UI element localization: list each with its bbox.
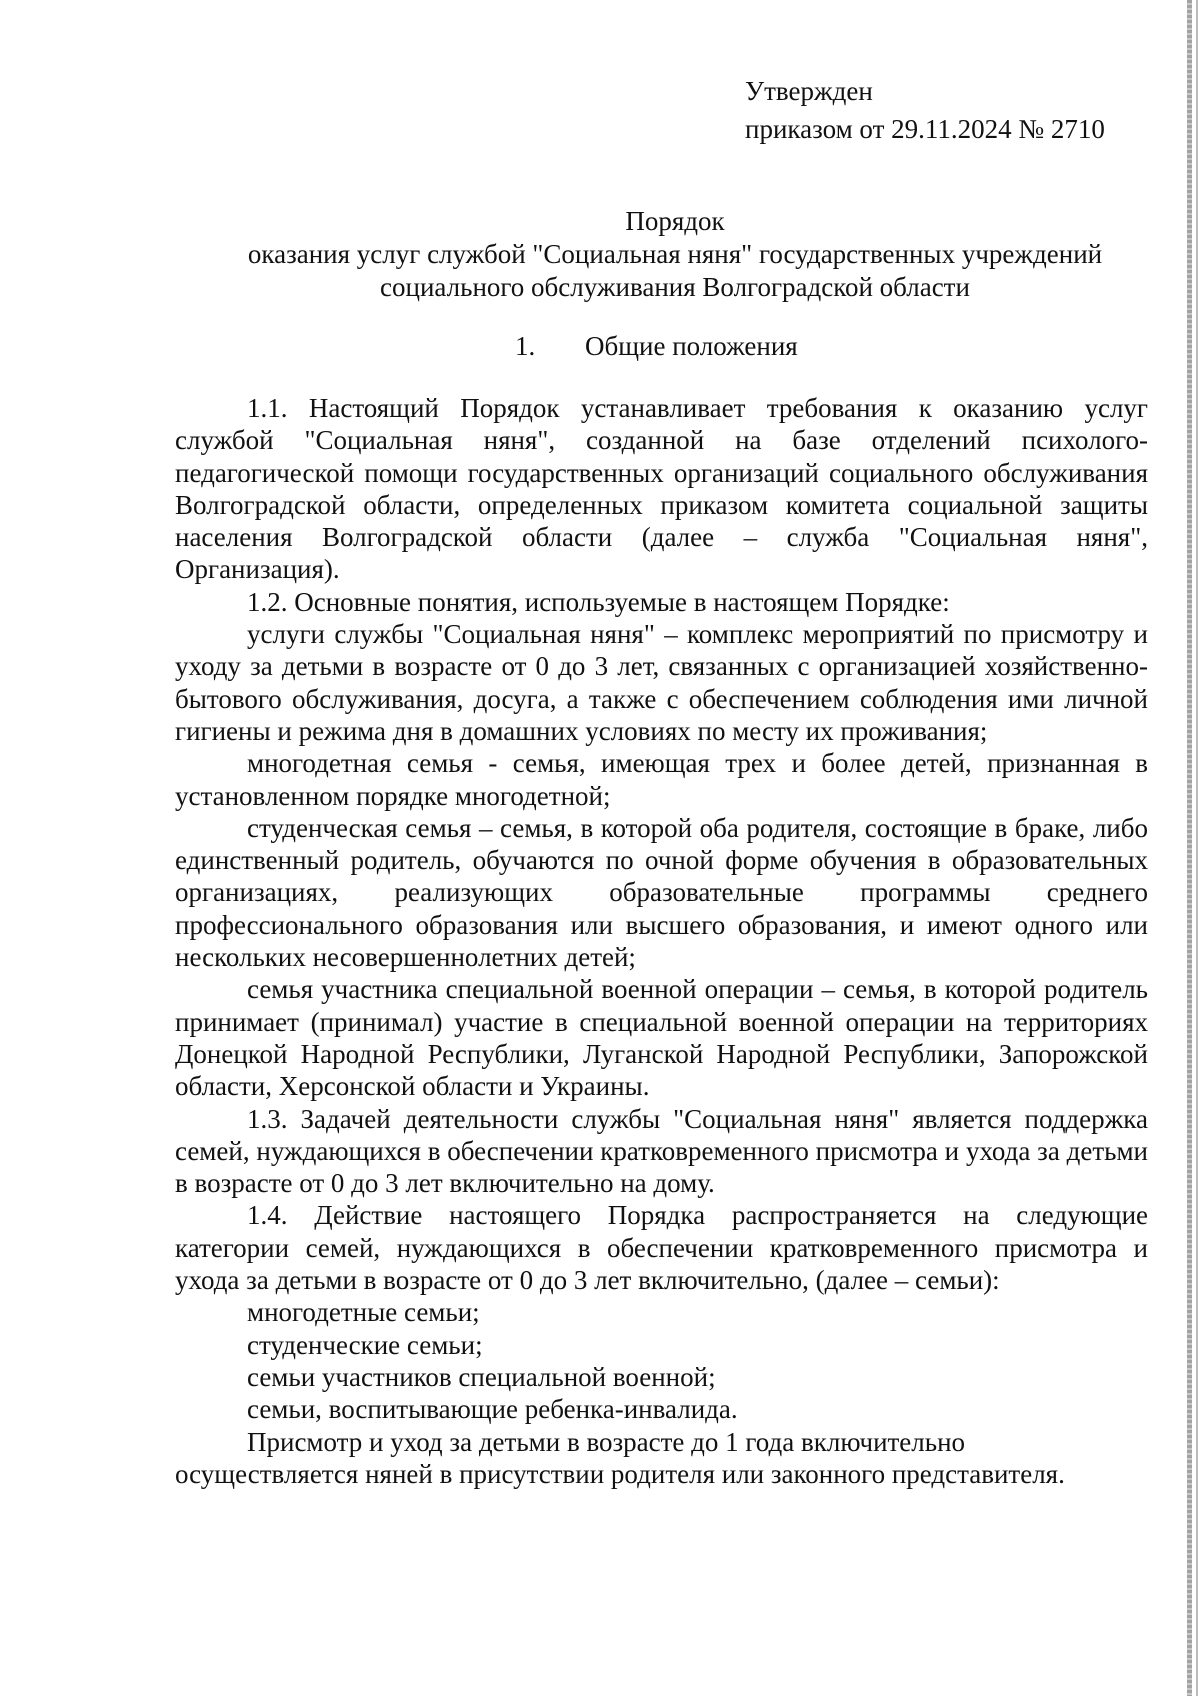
section-title: Общие положения: [585, 331, 798, 361]
approval-stamp: [745, 72, 1105, 148]
category-svo-families: семьи участников специальной военной;: [247, 1361, 716, 1392]
section-number: 1.: [515, 331, 536, 361]
scan-edge-artifact: [1187, 0, 1192, 1696]
document-title: [175, 205, 1175, 304]
category-student-families: студенческие семьи;: [247, 1329, 483, 1360]
category-large-families: многодетные семьи;: [247, 1297, 480, 1328]
title-line-2: оказания услуг службой "Социальная няня" государственных учреждений: [247, 239, 1103, 269]
title-line-3: социального обслуживания Волгоградской области: [380, 272, 970, 302]
paragraph-1-3: 1.3. Задачей деятельности службы "Социальная няня" является поддержка семей, нуждающихся в обеспечении кратковременного присмотра и ухода за детьми в возрасте от 0 до 3 лет включительно на дому.: [175, 1103, 1148, 1199]
approval-line-2: приказом от 29.11.2024 № 2710: [745, 114, 1105, 144]
section-heading: [515, 330, 798, 363]
scan-edge-line: [1196, 0, 1198, 1696]
title-line-1: Порядок: [625, 206, 725, 236]
category-disabled-child-families: семьи, воспитывающие ребенка-инвалида.: [247, 1394, 738, 1425]
definition-services: услуги службы "Социальная няня" – комплекс мероприятий по присмотру и уходу за детьми в возрасте от 0 до 3 лет, связанных с организацией хозяйственно-бытового обслуживания, досуга, а также с обеспечением соблюдения ими личной гигиены и режима дня в домашних условиях по месту их проживания;: [175, 619, 1148, 746]
approval-line-1: Утвержден: [745, 76, 873, 106]
paragraph-1-4: 1.4. Действие настоящего Порядка распространяется на следующие категории семей, нуждающихся в обеспечении кратковременного присмотра и ухода за детьми в возрасте от 0 до 3 лет включительно, (далее – семьи):: [175, 1200, 1148, 1296]
paragraph-1-2: 1.2. Основные понятия, используемые в настоящем Порядке:: [247, 586, 950, 617]
document-body: [175, 392, 1148, 1490]
paragraph-1-1: 1.1. Настоящий Порядок устанавливает требования к оказанию услуг службой "Социальная няня", созданной на базе отделений психолого-педагогической помощи государственных организаций социального обслуживания Волгоградской области, определенных приказом комитета социальной защиты населения Волгоградской области (далее – служба "Социальная няня", Организация).: [175, 393, 1148, 585]
definition-svo-family: семья участника специальной военной операции – семья, в которой родитель принимает (принимал) участие в специальной военной операции на территориях Донецкой Народной Республики, Луганской Народной Республики, Запорожской области, Херсонской области и Украины.: [175, 974, 1148, 1102]
definition-large-family: многодетная семья - семья, имеющая трех и более детей, признанная в установленном порядке многодетной;: [175, 748, 1148, 811]
definition-student-family: студенческая семья – семья, в которой оба родителя, состоящие в браке, либо единственный родитель, обучаются по очной форме обучения в образовательных организациях, реализующих образовательные программы среднего профессионального образования или высшего образования, и имеют одного или нескольких несовершеннолетних детей;: [175, 812, 1148, 973]
paragraph-infant-care: Присмотр и уход за детьми в возрасте до 1 года включительно осуществляется няней в присутствии родителя или законного представителя.: [175, 1426, 1065, 1489]
